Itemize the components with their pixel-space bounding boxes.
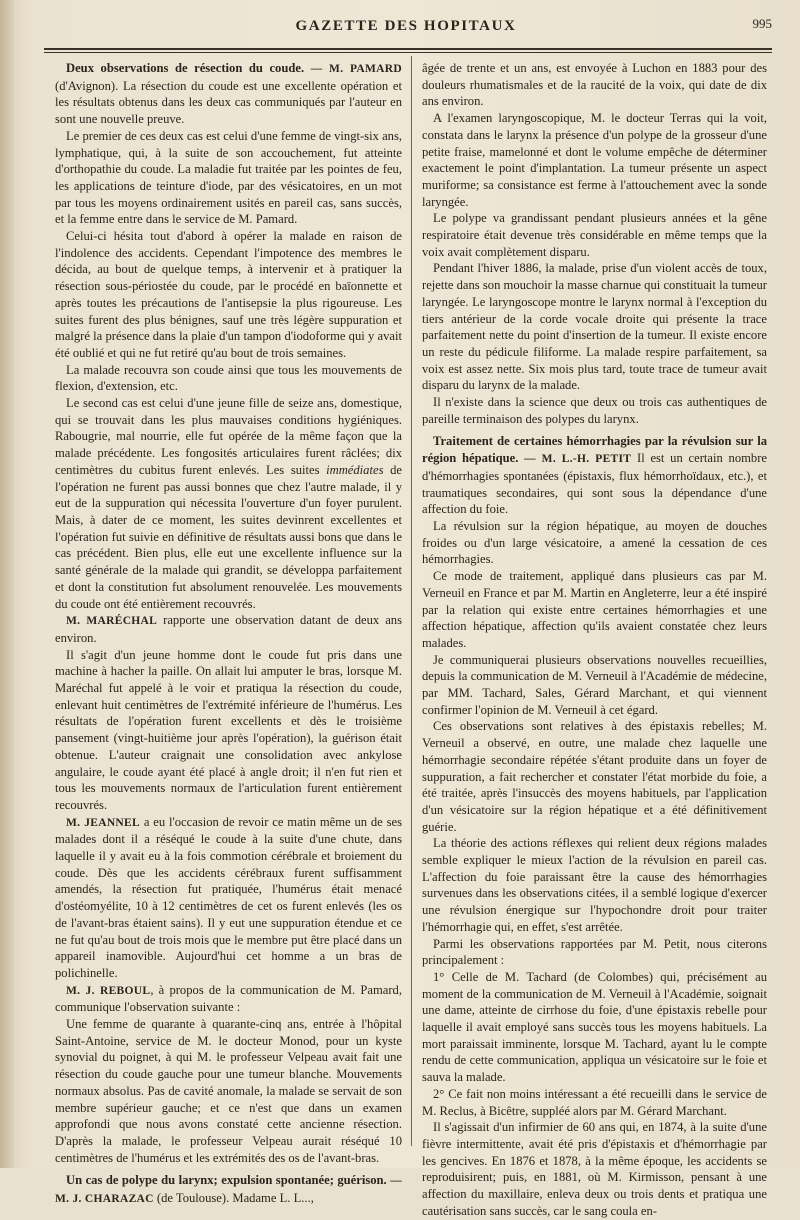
article-heading: Un cas de polype du larynx; expulsion spontanée; guérison. <box>66 1173 387 1188</box>
paragraph: Le premier de ces deux cas est celui d'une femme de vingt-six ans, lymphatique, qui, à la suite de son accouchement, fut atteinte d'orthopathie du coude. La maladie fut traitée par les pointes de feu, les applications de teinture d'iode, par des vésicatoires, en un mot par tous les moyens ordinairement usités en pareil cas, sans succès, et la femme entre dans le service de M. Pamard. <box>55 128 402 227</box>
paragraph: A l'examen laryngoscopique, M. le docteur Terras qui la voit, constata dans le larynx la présence d'un polype de la grosseur d'une petite fraise, mamelonné et dont le volume empêche de déterminer exactement le point d'implantation. La tumeur présente un aspect muriforme; sa consistance est ferme à l'attouchement avec la sonde laryngée. <box>422 111 767 209</box>
paragraph: La malade recouvra son coude ainsi que tous les mouvements de flexion, d'extension, etc. <box>55 362 402 394</box>
paragraph: Une femme de quarante à quarante-cinq ans, entrée à l'hôpital Saint-Antoine, service de M. le docteur Monod, pour un kyste synovial du poignet, à qui M. le professeur Velpeau avait fait une résection du coude gauche pour une tumeur blanche. Mouvements normaux absolus. Pas de cavité anomale, la malade se servait de son membre supérieur gauche; et ce n'est que dans un examen approfondi que nous avons constaté cette ancienne résection. D'après la malade, le professeur Velpeau aurait réséqué 10 centimètres de l'humérus et les extrémités des os de l'avant-bras. <box>55 1017 402 1165</box>
paragraph: âgée de trente et un ans, est envoyée à Luchon en 1883 pour des douleurs rhumatismales et de la raucité de la voix, qui date de dix ans environ. <box>422 61 767 109</box>
paragraph-text: (d'Avignon). La résection du coude est une excellente opération et les résultats obtenus dans les deux cas communiqués par l'auteur en sont une nouvelle preuve. <box>55 78 402 127</box>
paragraph: Ces observations sont relatives à des épistaxis rebelles; M. Verneuil a observé, en outre, une malade chez laquelle une hémorrhagie secondaire répétée s'étant produite dans un foyer de suppuration, a fait rechercher et constater l'état morbide du foie, a été traitée, après l'insuccès des moyens habituels, par l'application d'un vésicatoire sur la région hépatique et a été définitivement guérie. <box>422 719 767 834</box>
paragraph <box>55 395 402 612</box>
left-column <box>55 60 402 1208</box>
paragraph: Il s'agissait d'un infirmier de 60 ans qui, en 1874, à la suite d'une fièvre intermittente, avait été pris d'épistaxis et d'hémorrhagie par les gencives. En 1876 et 1878, à la même époque, les accidents se reproduisirent; puis, en 1881, où M. Kirmisson, pensant à une affection du maxillaire, enleva deux ou trois dents et pratiqua une cautérisation sans succès, car le sang coula en- <box>422 1120 767 1218</box>
page-title: GAZETTE DES HOPITAUX <box>295 18 517 34</box>
paragraph: Celui-ci hésita tout d'abord à opérer la malade en raison de l'indolence des accidents. Cependant l'impotence des membres le décida, au bout de quelque temps, à intervenir et à pratiquer la résection sous-périostée du coude, par le procédé en baïonnette et après toutes les précautions de l'antisepsie la plus rigoureuse. Les suites furent des plus bénignes, sauf une très légère suppuration et malgré la présence dans la plaie d'un tampon d'iodoforme qui y avait été oublié et qui ne fut retiré qu'au bout de trois semaines. <box>55 229 402 360</box>
article-heading: Traitement de certaines hémorrhagies par la révulsion sur la région hépatique. <box>422 434 767 466</box>
paragraph: La théorie des actions réflexes qui relient deux régions malades semble expliquer le mieux l'action de la révulsion en pareil cas. L'affection du foie paraissant être la cause des hémorrhagies survenues dans les observations citées, il a semblé logique d'exercer une révulsion énergique sur l'hypochondre droit pour traiter l'hémorrhagie qui, en effet, s'est arrêtée. <box>422 836 767 934</box>
page-number: 995 <box>752 16 772 31</box>
paragraph-text: rapporte une observation datant de deux ans environ. <box>55 613 402 645</box>
paragraph: 1° Celle de M. Tachard (de Colombes) qui, précisément au moment de la communication de M. Verneuil à l'Académie, soignait une dame, atteinte de cirrhose du foie, d'une épistaxis rebelle pour laquelle il avait employé sans succès tous les moyens habituels. La mort paraissait imminente, lorsque M. Tachard, ayant lu le compte rendu de cette communication, appliqua un vésicatoire sur le foie et sauva la malade. <box>422 969 767 1085</box>
author-name: M. MARÉCHAL <box>66 615 158 628</box>
column-divider <box>411 56 412 1146</box>
italic-text: immédiates <box>326 462 384 477</box>
paragraph-text: (de Toulouse). Madame L. L..., <box>153 1191 314 1206</box>
paragraph: 2° Ce fait non moins intéressant a été recueilli dans le service de M. Reclus, à Bicêtre, suppléé alors par M. Gérard Marchant. <box>422 1086 767 1118</box>
paragraph: Ce mode de traitement, appliqué dans plusieurs cas par M. Verneuil en France et par M. Martin en Angleterre, leur a été inspiré par la relation qui existe entre certaines hémorrhagies et une affection hépatique, affection qu'ils avaient constatée chez leurs malades. <box>422 569 767 650</box>
paragraph-text: Il est un certain nombre d'hémorrhagies spontanées (épistaxis, flux hémorrhoïdaux, etc.), et traumatiques secondaires, qui sont sous la dépendance d'une affection du foie. <box>422 451 767 517</box>
right-column <box>422 60 767 1220</box>
paragraph <box>55 814 402 982</box>
paragraph-text: Le second cas est celui d'une jeune fille de seize ans, domestique, qui se trouvait dans les plus mauvaises conditions hygiéniques. Rabougrie, mal nourrie, elle fut opérée de la même façon que la malade précédente. Les fongosités articulaires furent râclées; dix centimètres du cubitus furent enlevés. Les suites <box>55 396 402 477</box>
paragraph <box>55 982 402 1016</box>
paragraph: Je communiquerai plusieurs observations nouvelles recueillies, depuis la communication de M. Verneuil à l'Académie de médecine, par MM. Tachard, Sales, Gérard Marchant, et qui viennent confirmer l'opinion de M. Verneuil à cet égard. <box>422 652 767 717</box>
paragraph <box>55 612 402 646</box>
article-petit-intro <box>422 433 767 518</box>
article-charazac-intro <box>55 1172 402 1207</box>
header-rule-thin <box>44 52 772 53</box>
paragraph-text: , à propos de la communication de M. Pamard, communique l'observation suivante : <box>55 982 402 1015</box>
author-name: M. JEANNEL <box>66 816 140 829</box>
paragraph: Le polype va grandissant pendant plusieurs années et la gêne respiratoire était devenue très considérable en même temps que la voix avait complètement disparu. <box>422 211 767 259</box>
paragraph: Il n'existe dans la science que deux ou trois cas authentiques de pareille terminaison des polypes du larynx. <box>422 395 767 426</box>
paragraph: Parmi les observations rapportées par M. Petit, nous citerons principalement : <box>422 936 767 968</box>
paragraph: Il s'agit d'un jeune homme dont le coude fut pris dans une machine à hacher la paille. On allait lui amputer le bras, lorsque M. Maréchal fut appelé à le voir et pratiqua la résection du coude, enlevant huit centimètres de l'extrémité inférieure de l'humérus. Les résultats de l'opération furent excellents et dès le troisième pansement (vingt-huitième jour après l'opération), la guérison était obtenue. L'auteur craignait une consolidation avec ankylose angulaire, le coude ayant été placé à angle droit; il n'en fut rien et tous les mouvements normaux de l'articulation furent entièrement recouvrés. <box>55 647 402 812</box>
author-name: M. J. REBOUL <box>66 984 151 997</box>
paragraph: La révulsion sur la région hépatique, au moyen de douches froides ou d'un large vésicatoire, a amené la cessation de ces hémorrhagies. <box>422 518 767 567</box>
header-rule <box>44 48 772 50</box>
paragraph-text: de l'opération ne furent pas aussi bonnes que chez l'autre malade, il y eut de la suppuration qui nécessita l'ouverture d'un foyer purulent. Mais, à dater de ce moment, les suites devinrent excellentes et l'opération fut suivie en définitive de résultats aussi bons que dans le cas précédent. Bien plus, elle eut une excellente influence sur la santé générale de la malade qui grandit, se développa parfaitement et dont la constitution fut absolument renouvelée. Les mouvements du coude ont été entièrement recouvrés. <box>55 462 402 611</box>
article-pamard-intro <box>55 60 402 128</box>
paragraph: Pendant l'hiver 1886, la malade, prise d'un violent accès de toux, rejette dans son mouchoir la masse charnue qui constituait la tumeur laryngée. Le laryngoscope montre le larynx normal à l'exception du tiers antérieur de la corde vocale droite qui présente la trace parfaitement nette du point d'insertion de la tumeur. Il existe encore un reste du pédicule filiforme. La malade respire parfaitement, sa voix est assez nette. Six mois plus tard, toute trace de tumeur avait disparu du larynx de la malade. <box>422 261 767 393</box>
page-binding-edge <box>0 0 14 1168</box>
author-name: — M. PAMARD <box>310 63 403 75</box>
page-header <box>40 14 772 38</box>
paragraph-text: a eu l'occasion de revoir ce matin même un de ses malades dont il a réséqué le coude à la suite d'une chute, dans laquelle il y avait eu à la fois commotion cérébrale et broiement du coude. Dès que les accidents cérébraux furent suffisamment amendés, la résection fut pratiquée, l'humérus était menacé d'ostéomyélite, 10 à 12 centimètres de cet os furent enlevés (les os de l'avant-bras étaient sains). Il y eut une suppuration étendue et ce ne fut qu'au bout de trois mois que le membre put être placé dans un appareil inamovible. Aujourd'hui cet homme a un bras de polichinelle. <box>55 814 403 980</box>
article-heading: Deux observations de résection du coude. <box>66 61 305 75</box>
author-name: — M. J. CHARAZAC <box>55 1175 402 1206</box>
author-name: — M. L.-H. PETIT <box>524 453 632 466</box>
